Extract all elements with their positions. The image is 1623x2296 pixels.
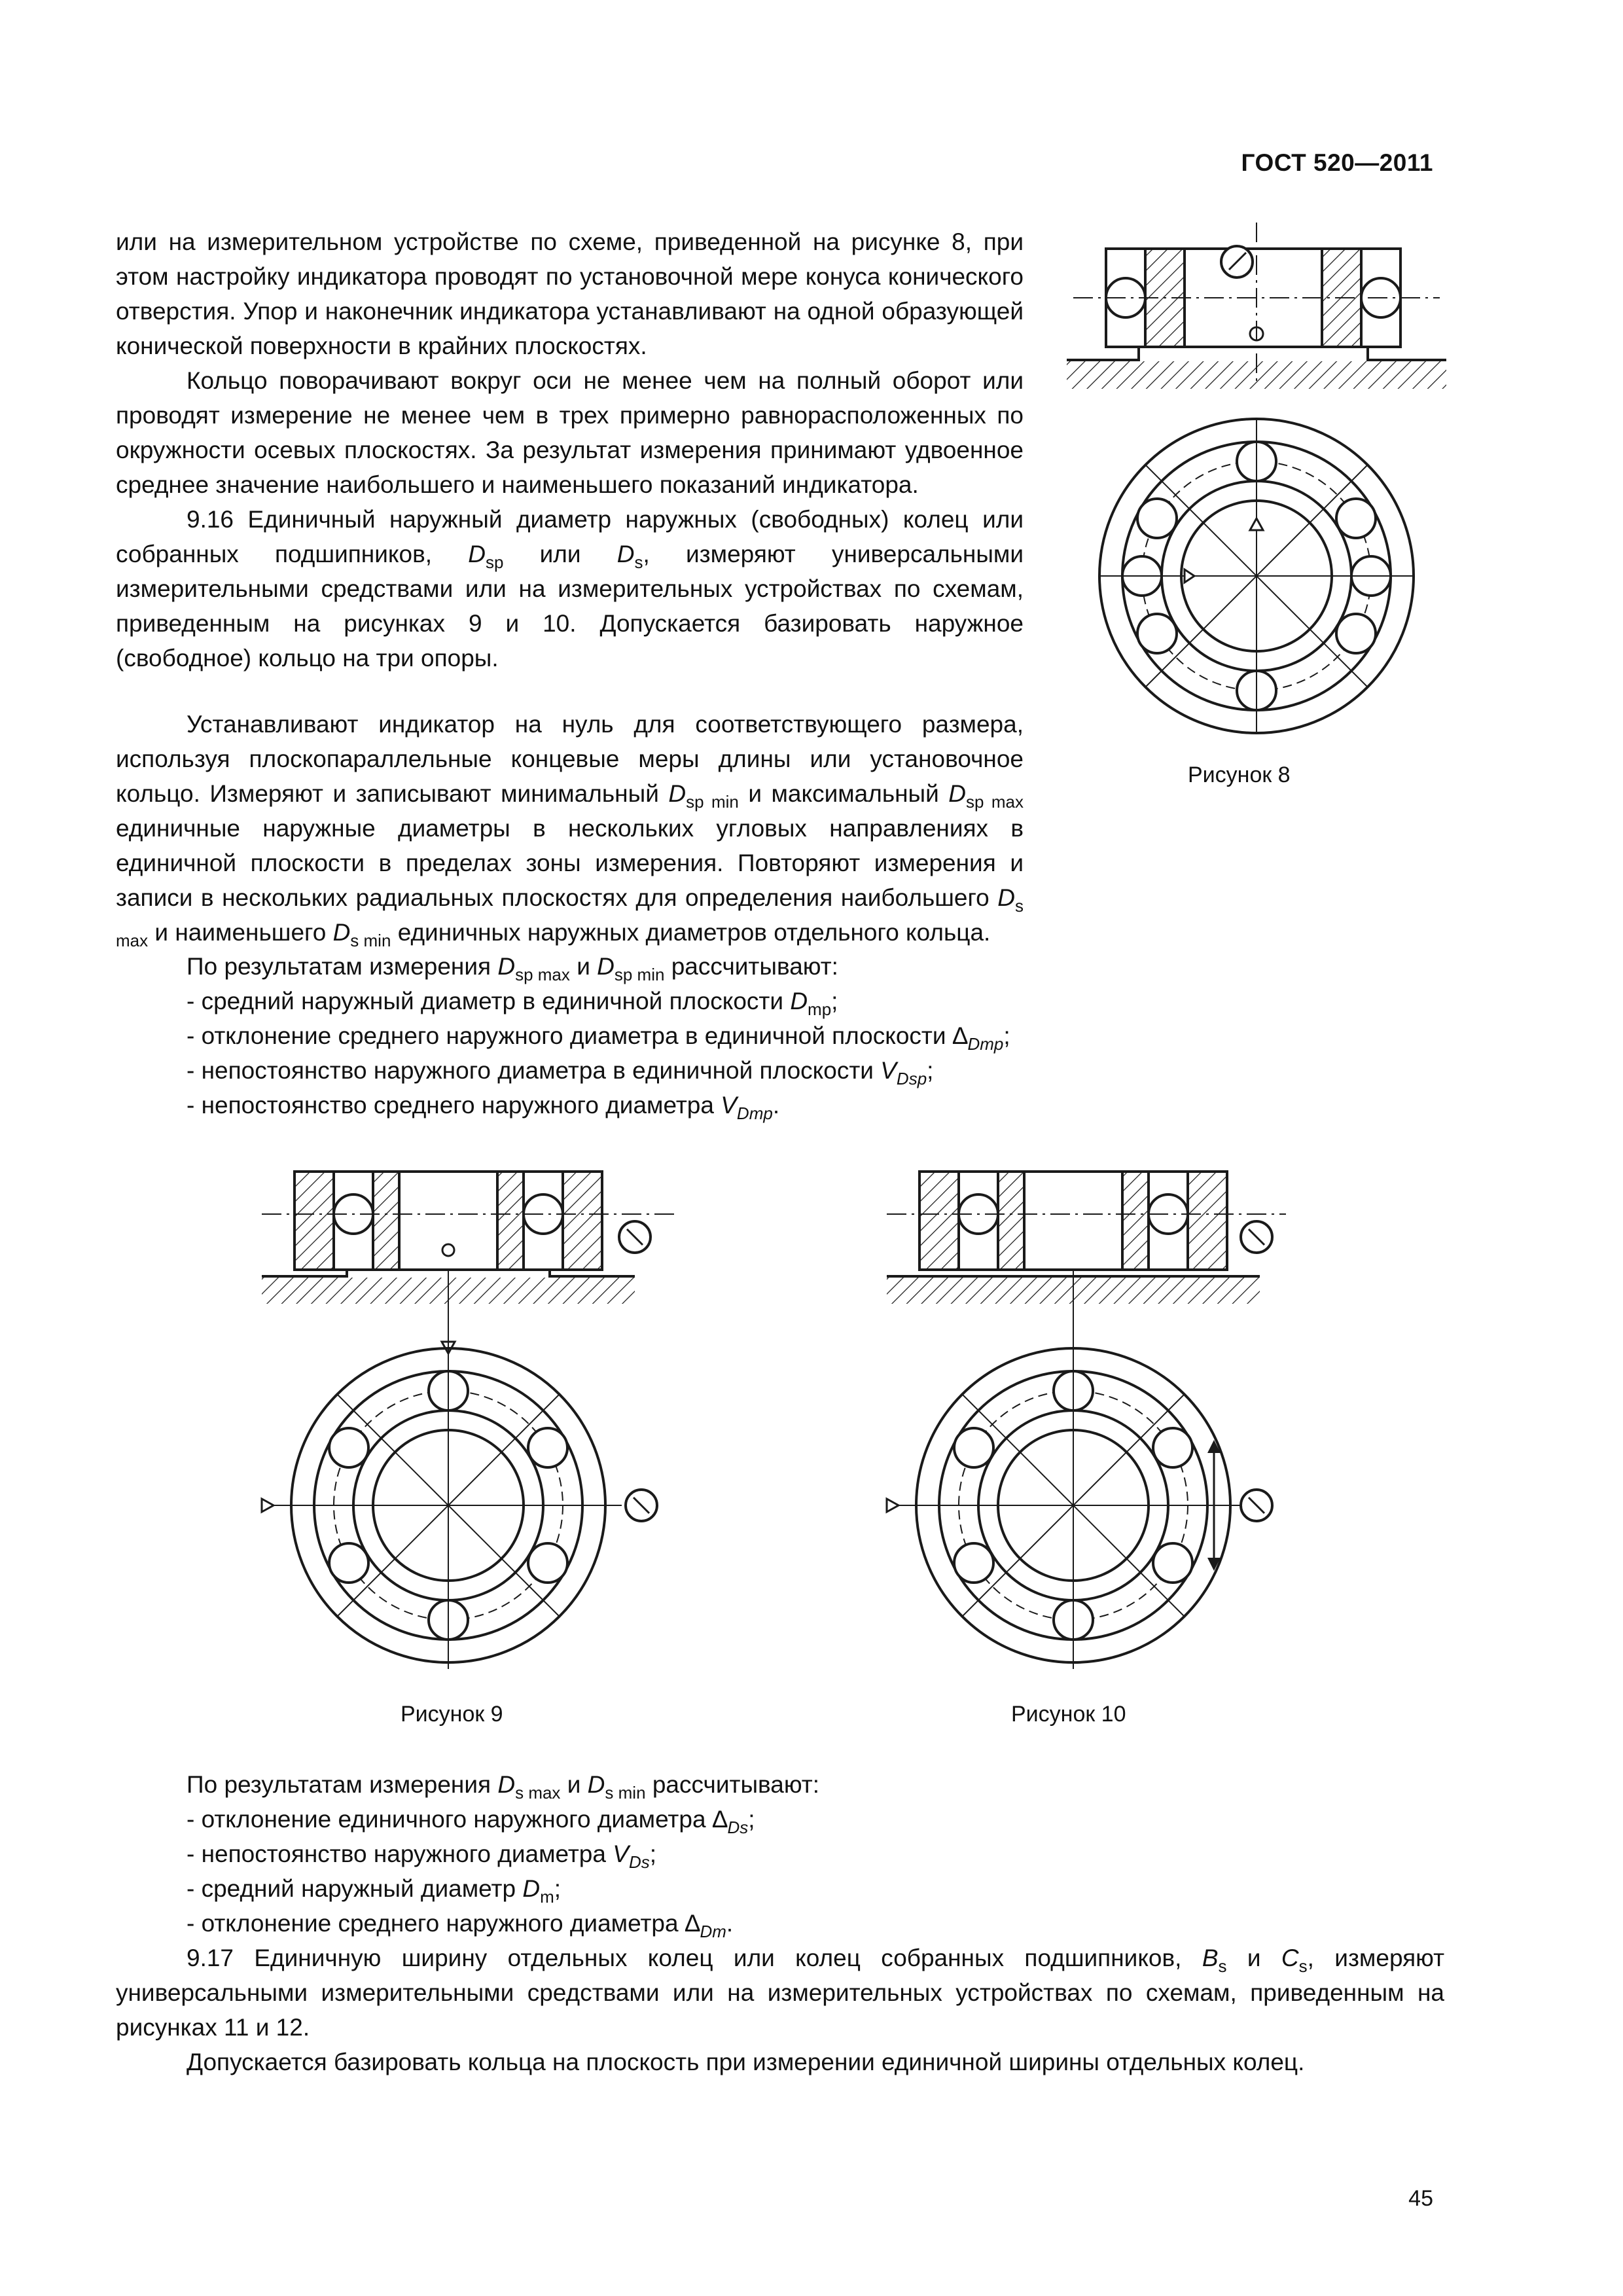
caption-figure-10: Рисунок 10	[1011, 1702, 1126, 1727]
paragraph-continuation: или на измерительном устройстве по схеме, приведенной на рисунке 8, при этом настройку индикатора проводят по установочной мере конуса конического отверстия. Упор и наконечник индикатора устанавливают на одной образующей конической поверхности в крайних плоскостях.	[116, 228, 1024, 359]
figure-10-drawing	[880, 1152, 1299, 1676]
calc-lead: По результатам измерения $D_{s max}$ и $D_{s min}$ рассчитывают:	[187, 1771, 820, 1803]
list-item: - средний наружный диаметр $D_m$;	[187, 1875, 562, 1907]
calc-lead: По результатам измерения $D_{sp max}$ и $D_{sp min}$ рассчитывают:	[187, 953, 838, 984]
list-item: - отклонение единичного наружного диаметра $\Delta_{Ds}$;	[187, 1806, 755, 1837]
paragraph-last: Допускается базировать кольца на плоскость при измерении единичной ширины отдельных колец.	[187, 2049, 1305, 2075]
paragraph-9-16: 9.16 Единичный наружный диаметр наружных (свободных) колец или собранных подшипников, $D_{sp}$ или $D_s$, измеряют универсальными измерительными средствами или на измерительных устройствах по схемам, приведенным на рисунках 9 и 10. Допускается базировать наружное (свободное) кольцо на три опоры.	[116, 506, 1024, 672]
page-number: 45	[1408, 2186, 1433, 2211]
list-item: - непостоянство среднего наружного диаметра $V_{Dmp}$.	[187, 1092, 780, 1123]
list-item: - средний наружный диаметр в единичной плоскости $D_{mp}$;	[187, 988, 838, 1019]
paragraph-ustanavlivayut: Устанавливают индикатор на нуль для соответствующего размера, используя плоскопараллельные концевые меры длины или установочное кольцо. Измеряют и записывают минимальный $D_{sp min}$ и максимальный $D_{sp max}$ единичные наружные диаметры в нескольких угловых направлениях в единичной плоскости в пределах зоны измерения. Повторяют измерения и записи в нескольких радиальных плоскостях для определения наибольшего $D_{s max}$ и наименьшего $D_{s min}$ единичных наружных диаметров отдельного кольца.	[116, 711, 1024, 950]
list-item: - непостоянство наружного диаметра в единичной плоскости $V_{Dsp}$;	[187, 1057, 934, 1088]
paragraph-rotation: Кольцо поворачивают вокруг оси не менее чем на полный оборот или проводят измерение не менее чем в трех примерно равнорасположенных по окружности осевых плоскостях. За результат измерения принимают удвоенное среднее значение наибольшего и наименьшего показаний индикатора.	[116, 367, 1024, 498]
calc-list-1	[116, 949, 1444, 1122]
caption-figure-8: Рисунок 8	[1188, 762, 1291, 787]
list-item: - непостоянство наружного диаметра $V_{Ds}$;	[187, 1840, 656, 1872]
paragraph-9-17: 9.17 Единичную ширину отдельных колец или колец собранных подшипников, $B_s$ и $C_s$, измеряют универсальными измерительными средствами или на измерительных устройствах по схемам, приведенным на рисунках 11 и 12.	[116, 1945, 1445, 2041]
text-block-top	[116, 224, 1024, 675]
document-header: ГОСТ 520—2011	[1241, 149, 1433, 176]
figure-8-drawing	[1060, 223, 1453, 792]
figure-9-drawing	[255, 1152, 694, 1676]
calc-list-2	[116, 1767, 1444, 2079]
caption-figure-9: Рисунок 9	[401, 1702, 503, 1727]
list-item: - отклонение среднего наружного диаметра в единичной плоскости $\Delta_{Dmp}$;	[187, 1022, 1010, 1054]
list-item: - отклонение среднего наружного диаметра $\Delta_{Dm}$.	[187, 1910, 734, 1941]
